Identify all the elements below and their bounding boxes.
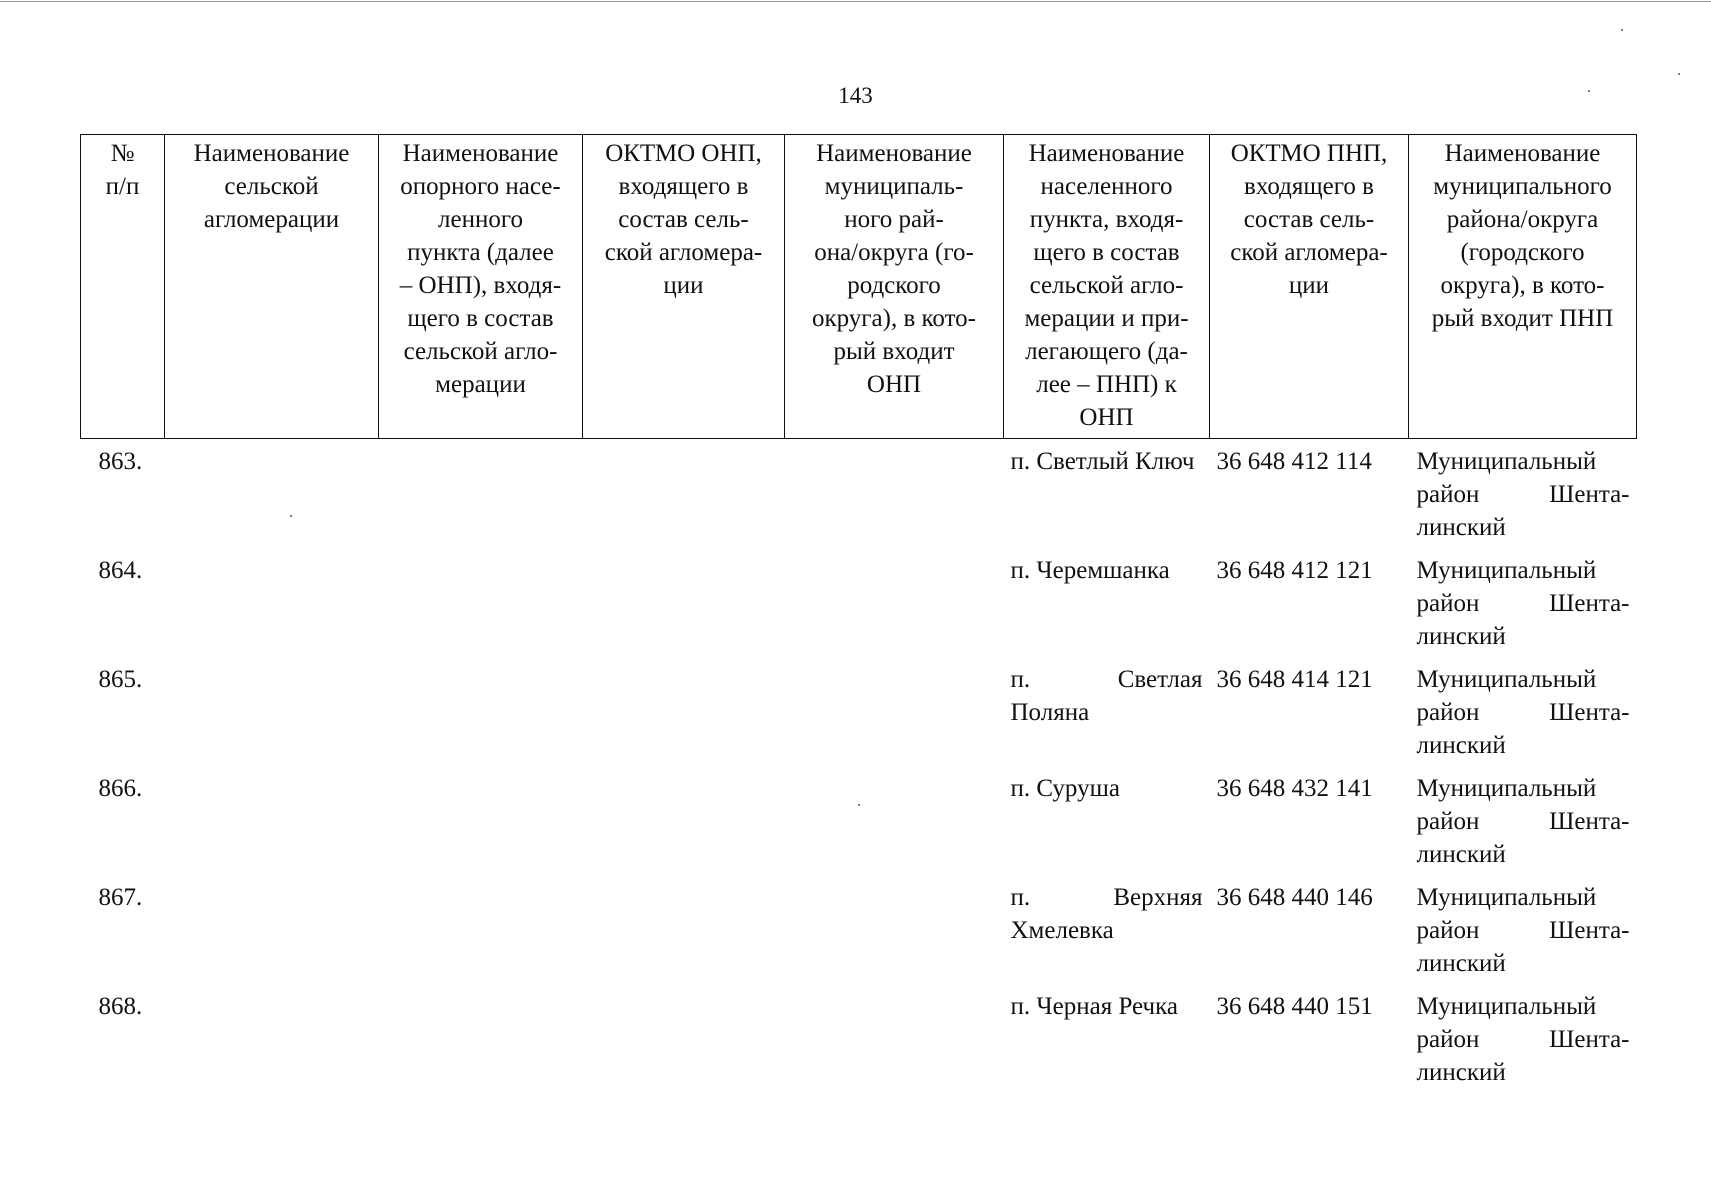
cell-pnp-oktmo: 36 648 440 146 <box>1216 883 1373 911</box>
district-line: линский <box>1416 949 1506 977</box>
table-row <box>81 766 1637 875</box>
cell-onp-oktmo <box>583 439 785 548</box>
cell-pnp-oktmo: 36 648 432 141 <box>1216 774 1373 802</box>
cell-onp-oktmo <box>583 984 785 1093</box>
header-onp-name <box>379 135 583 439</box>
cell-pnp-name: п. Светлый Ключ <box>1010 448 1195 475</box>
header-line: Наименование <box>402 140 559 167</box>
header-line: входящего в <box>1244 173 1374 200</box>
cell-number: 865. <box>98 665 143 693</box>
header-line: мерации и при- <box>1024 305 1189 332</box>
table-body <box>81 439 1637 1093</box>
cell-onp-district <box>785 875 1004 984</box>
header-line: ОНП <box>866 371 922 398</box>
header-line: ской агломера- <box>604 239 763 266</box>
table-row <box>81 439 1637 548</box>
header-line: пункта, входя- <box>1029 206 1184 233</box>
agglomeration-table <box>80 134 1637 1093</box>
table-row <box>81 657 1637 766</box>
header-line: состав сель- <box>1243 206 1375 233</box>
district-line: Муниципальный <box>1416 665 1597 693</box>
header-line: мерации <box>435 371 526 398</box>
header-line: рый входит <box>833 338 955 365</box>
page-number: 143 <box>838 83 873 108</box>
header-line: ции <box>663 272 704 299</box>
district-line: Муниципальный <box>1416 992 1597 1020</box>
header-line: ской агломера- <box>1230 239 1388 266</box>
header-line: сельской агло- <box>1029 272 1184 299</box>
header-line: ленного <box>438 206 523 233</box>
district-line: Муниципальный <box>1416 448 1597 475</box>
table-row <box>81 875 1637 984</box>
header-number <box>81 135 165 439</box>
header-pnp-oktmo <box>1210 135 1409 439</box>
header-line: муниципаль- <box>824 173 964 200</box>
cell-agglomeration <box>165 766 379 875</box>
district-line: линский <box>1416 514 1506 541</box>
header-line: щего в состав <box>407 305 554 332</box>
header-pnp-name <box>1004 135 1210 439</box>
scan-speck <box>1621 29 1623 31</box>
cell-onp-name <box>379 984 583 1093</box>
cell-pnp-district <box>1409 657 1637 766</box>
cell-onp-oktmo <box>583 657 785 766</box>
cell-number: 867. <box>98 883 143 911</box>
district-line: линский <box>1416 1058 1506 1086</box>
cell-onp-district <box>785 548 1004 657</box>
district-line: район Шента- <box>1416 807 1630 835</box>
cell-agglomeration <box>165 548 379 657</box>
table-row <box>81 548 1637 657</box>
cell-pnp-district <box>1409 875 1637 984</box>
cell-onp-oktmo <box>583 548 785 657</box>
header-line: (городского <box>1460 239 1585 266</box>
cell-onp-name <box>379 766 583 875</box>
header-line: Наименование <box>193 140 350 167</box>
header-line: сельской агло- <box>403 338 558 365</box>
district-line: линский <box>1416 840 1506 868</box>
district-line: Муниципальный <box>1416 774 1597 802</box>
header-line: № <box>110 140 135 167</box>
cell-pnp-district <box>1409 766 1637 875</box>
header-line: ного рай- <box>844 206 944 233</box>
cell-onp-name <box>379 657 583 766</box>
table-header <box>81 135 1637 439</box>
cell-agglomeration <box>165 984 379 1093</box>
district-line: район Шента- <box>1416 698 1630 726</box>
cell-number: 863. <box>98 448 143 475</box>
header-line: рый входит ПНП <box>1431 305 1614 332</box>
header-line: Наименование <box>1444 140 1601 167</box>
cell-pnp-oktmo: 36 648 412 114 <box>1216 448 1372 475</box>
header-row <box>81 135 1637 439</box>
header-line: родского <box>847 272 941 299</box>
header-agglomeration <box>165 135 379 439</box>
cell-pnp-district <box>1409 984 1637 1093</box>
header-line: ОКТМО ОНП, <box>605 140 762 167</box>
cell-pnp-name: п. Черемшанка <box>1010 556 1170 584</box>
cell-onp-district <box>785 984 1004 1093</box>
cell-pnp-name: п. Светлая Поляна <box>1010 665 1203 726</box>
cell-number: 866. <box>98 774 143 802</box>
header-line: округа), в кото- <box>1440 272 1605 299</box>
cell-onp-name <box>379 875 583 984</box>
cell-pnp-district <box>1409 548 1637 657</box>
cell-agglomeration <box>165 657 379 766</box>
header-line: агломерации <box>203 206 340 233</box>
cell-onp-oktmo <box>583 766 785 875</box>
district-line: район Шента- <box>1416 916 1630 944</box>
district-line: район Шента- <box>1416 1025 1630 1053</box>
scan-top-edge <box>0 1 1711 2</box>
header-line: опорного насе- <box>400 173 561 200</box>
header-line: ОКТМО ПНП, <box>1230 140 1388 167</box>
district-line: район Шента- <box>1416 481 1630 508</box>
header-line: легающего (да- <box>1025 338 1188 365</box>
header-pnp-district <box>1409 135 1637 439</box>
table-row <box>81 984 1637 1093</box>
scan-speck <box>1588 90 1590 92</box>
header-line: пункта (далее <box>407 239 554 266</box>
header-line: населенного <box>1040 173 1173 200</box>
scan-speck <box>290 515 292 517</box>
cell-pnp-district <box>1409 439 1637 548</box>
header-line: округа), в кото- <box>811 305 976 332</box>
cell-number: 868. <box>98 992 143 1020</box>
header-line: Наименование <box>1028 140 1185 167</box>
header-line: Наименование <box>816 140 972 167</box>
scan-speck <box>1678 73 1680 75</box>
header-onp-oktmo <box>583 135 785 439</box>
header-line: района/округа <box>1446 206 1599 233</box>
cell-pnp-name: п. Верхняя Хмелевка <box>1010 883 1203 944</box>
district-line: линский <box>1416 731 1506 759</box>
cell-onp-district <box>785 766 1004 875</box>
header-line: щего в состав <box>1033 239 1180 266</box>
header-onp-district <box>785 135 1004 439</box>
header-line: – ОНП), входя- <box>399 272 562 299</box>
cell-onp-district <box>785 439 1004 548</box>
cell-pnp-name: п. Черная Речка <box>1010 992 1178 1020</box>
cell-pnp-oktmo: 36 648 412 121 <box>1216 556 1373 584</box>
cell-onp-district <box>785 657 1004 766</box>
cell-onp-name <box>379 439 583 548</box>
header-line: муниципального <box>1433 173 1612 200</box>
district-line: район Шента- <box>1416 589 1630 617</box>
scan-speck <box>858 804 860 806</box>
district-line: Муниципальный <box>1416 556 1597 584</box>
cell-agglomeration <box>165 875 379 984</box>
header-line: лее – ПНП) к <box>1036 371 1177 398</box>
cell-pnp-oktmo: 36 648 414 121 <box>1216 665 1373 693</box>
cell-onp-name <box>379 548 583 657</box>
header-line: она/округа (го- <box>814 239 974 266</box>
cell-onp-oktmo <box>583 875 785 984</box>
header-line: сельской <box>224 173 319 200</box>
district-line: Муниципальный <box>1416 883 1597 911</box>
cell-pnp-oktmo: 36 648 440 151 <box>1216 992 1373 1020</box>
header-line: ции <box>1288 272 1330 299</box>
district-line: линский <box>1416 622 1506 650</box>
header-line: ОНП <box>1079 404 1134 431</box>
cell-number: 864. <box>98 556 143 584</box>
header-line: п/п <box>105 173 140 200</box>
cell-agglomeration <box>165 439 379 548</box>
header-line: входящего в <box>618 173 749 200</box>
cell-pnp-name: п. Суруша <box>1010 774 1120 802</box>
header-line: состав сель- <box>618 206 749 233</box>
